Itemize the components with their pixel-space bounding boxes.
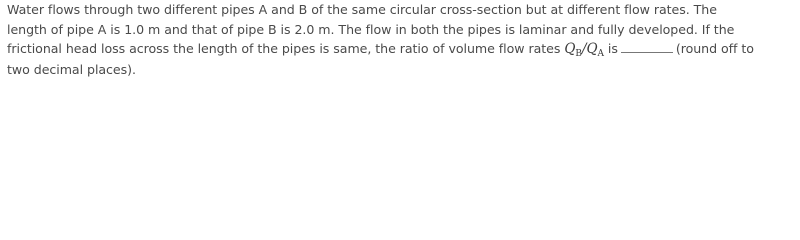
flow-rate-ratio [564,41,604,60]
question-line-2: length of pipe A is 1.0 m and that of pipe B is 2.0 m. The flow in both the pipes is laminar and fully developed. If the [7,21,735,37]
ratio-numerator-subscript: B [575,49,582,60]
answer-blank[interactable] [621,41,673,53]
question-line-1: Water flows through two different pipes A and B of the same circular cross-section but at different flow rates. The [7,2,717,17]
question-text [7,0,793,79]
line-3-round-off: (round off to [675,41,754,57]
question-line-4: two decimal places). [7,61,136,77]
line-3-text: frictional head loss across the length of the pipes is same, the ratio of volume flow rates [7,41,561,57]
ratio-denominator-symbol: Q [586,41,598,58]
line-3-is: is [607,41,618,57]
ratio-separator: / [581,41,587,58]
ratio-numerator-symbol: Q [564,41,576,58]
ratio-denominator-subscript: A [597,49,604,60]
question-line-3 [7,39,793,60]
